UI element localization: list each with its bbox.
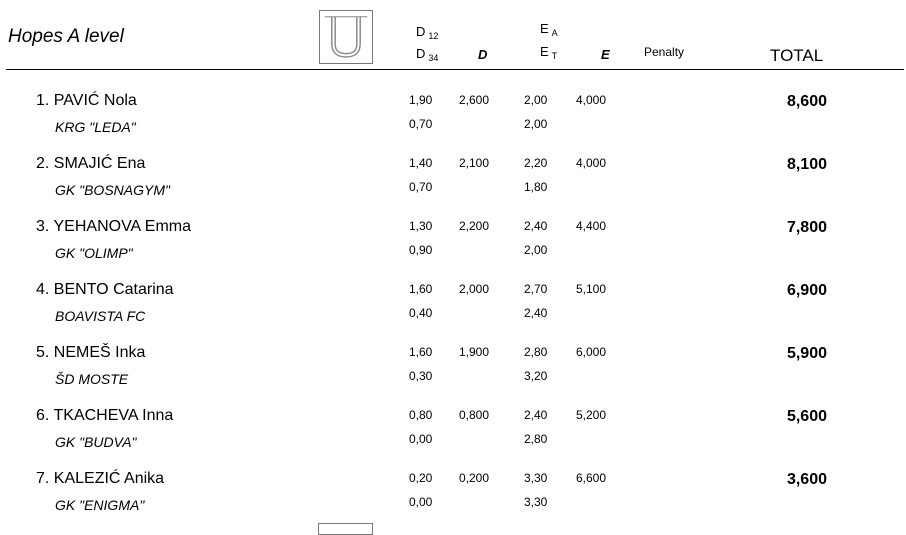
athlete-club: ŠD MOSTE <box>55 371 129 387</box>
score-et: 2,80 <box>524 432 548 446</box>
score-d12: 1,90 <box>409 93 433 107</box>
athlete-name-text: TKACHEVA Inna <box>53 407 174 424</box>
score-ea: 2,80 <box>524 345 548 359</box>
uneven-bars-icon-next <box>318 523 373 535</box>
score-e: 6,000 <box>576 345 607 359</box>
score-et: 1,80 <box>524 180 548 194</box>
athlete-name <box>36 470 164 488</box>
header-ea-label: E <box>540 21 549 36</box>
score-d12: 1,40 <box>409 156 433 170</box>
athlete-name <box>36 407 173 425</box>
header-ea <box>540 21 558 36</box>
score-total: 3,600 <box>786 471 827 488</box>
header-d12-label: D <box>416 24 426 39</box>
athlete-name <box>36 218 191 236</box>
score-d: 2,000 <box>459 282 490 296</box>
score-d12: 0,80 <box>409 408 433 422</box>
score-total: 8,100 <box>786 156 827 173</box>
score-e: 5,200 <box>576 408 607 422</box>
score-e: 6,600 <box>576 471 607 485</box>
score-ea: 2,70 <box>524 282 548 296</box>
score-d34: 0,70 <box>409 180 433 194</box>
score-d: 2,100 <box>459 156 490 170</box>
score-d: 2,200 <box>459 219 490 233</box>
athlete-name-text: YEHANOVA Emma <box>53 218 192 235</box>
score-d34: 0,40 <box>409 306 433 320</box>
athlete-rank: 4. <box>36 281 50 298</box>
header-e: E <box>601 47 610 62</box>
athlete-club: KRG "LEDA" <box>55 119 136 135</box>
score-d: 0,200 <box>459 471 490 485</box>
page-title: Hopes A level <box>8 26 124 47</box>
score-d: 1,900 <box>459 345 490 359</box>
uneven-bars-icon <box>319 10 373 64</box>
header-et-sub: T <box>551 51 558 61</box>
score-e: 4,400 <box>576 219 607 233</box>
score-d12: 1,60 <box>409 282 433 296</box>
score-et: 3,30 <box>524 495 548 509</box>
header-et <box>540 44 557 59</box>
athlete-name <box>36 155 145 173</box>
header-divider <box>6 69 904 70</box>
header-d34-label: D <box>416 46 426 61</box>
score-d34: 0,30 <box>409 369 433 383</box>
score-total: 7,800 <box>786 219 827 236</box>
score-d34: 0,90 <box>409 243 433 257</box>
score-d12: 1,30 <box>409 219 433 233</box>
athlete-name-text: KALEZIĆ Anika <box>53 470 165 487</box>
score-ea: 3,30 <box>524 471 548 485</box>
score-d: 2,600 <box>459 93 490 107</box>
header-penalty: Penalty <box>644 45 685 59</box>
athlete-rank: 6. <box>36 407 50 424</box>
athlete-rank: 3. <box>36 218 50 235</box>
athlete-name-text: NEMEŠ Inka <box>53 344 146 361</box>
score-d34: 0,70 <box>409 117 433 131</box>
header-d12 <box>416 24 438 39</box>
score-total: 5,600 <box>786 408 827 425</box>
athlete-rank: 5. <box>36 344 50 361</box>
header-d: D <box>478 47 488 62</box>
score-e: 4,000 <box>576 156 607 170</box>
score-ea: 2,00 <box>524 93 548 107</box>
header-et-label: E <box>540 44 549 59</box>
header-d34 <box>416 46 438 61</box>
score-et: 3,20 <box>524 369 548 383</box>
athlete-club: GK "ENIGMA" <box>55 497 145 513</box>
header-total: TOTAL <box>770 46 824 65</box>
score-total: 8,600 <box>786 93 827 110</box>
score-ea: 2,40 <box>524 219 548 233</box>
athlete-name <box>36 92 137 110</box>
athlete-rank: 2. <box>36 155 50 172</box>
score-e: 5,100 <box>576 282 607 296</box>
score-total: 5,900 <box>786 345 827 362</box>
score-ea: 2,20 <box>524 156 548 170</box>
score-d: 0,800 <box>459 408 490 422</box>
athlete-rank: 1. <box>36 92 50 109</box>
athlete-name <box>36 281 174 299</box>
athlete-name-text: BENTO Catarina <box>53 281 174 298</box>
score-d34: 0,00 <box>409 495 433 509</box>
athlete-name-text: SMAJIĆ Ena <box>53 155 146 172</box>
athlete-name <box>36 344 145 362</box>
score-ea: 2,40 <box>524 408 548 422</box>
score-et: 2,00 <box>524 117 548 131</box>
score-e: 4,000 <box>576 93 607 107</box>
athlete-club: BOAVISTA FC <box>55 308 146 324</box>
score-d12: 1,60 <box>409 345 433 359</box>
athlete-club: GK "BOSNAGYM" <box>55 182 170 198</box>
athlete-name-text: PAVIĆ Nola <box>53 92 137 109</box>
athlete-club: GK "OLIMP" <box>55 245 133 261</box>
header-ea-sub: A <box>551 28 558 38</box>
score-d34: 0,00 <box>409 432 433 446</box>
header-d34-sub: 34 <box>428 53 439 63</box>
uneven-bars-icon-graphic <box>320 11 372 63</box>
athlete-rank: 7. <box>36 470 50 487</box>
athlete-club: GK "BUDVA" <box>55 434 137 450</box>
header-d12-sub: 12 <box>428 31 439 41</box>
score-d12: 0,20 <box>409 471 433 485</box>
score-total: 6,900 <box>786 282 827 299</box>
score-et: 2,00 <box>524 243 548 257</box>
score-et: 2,40 <box>524 306 548 320</box>
